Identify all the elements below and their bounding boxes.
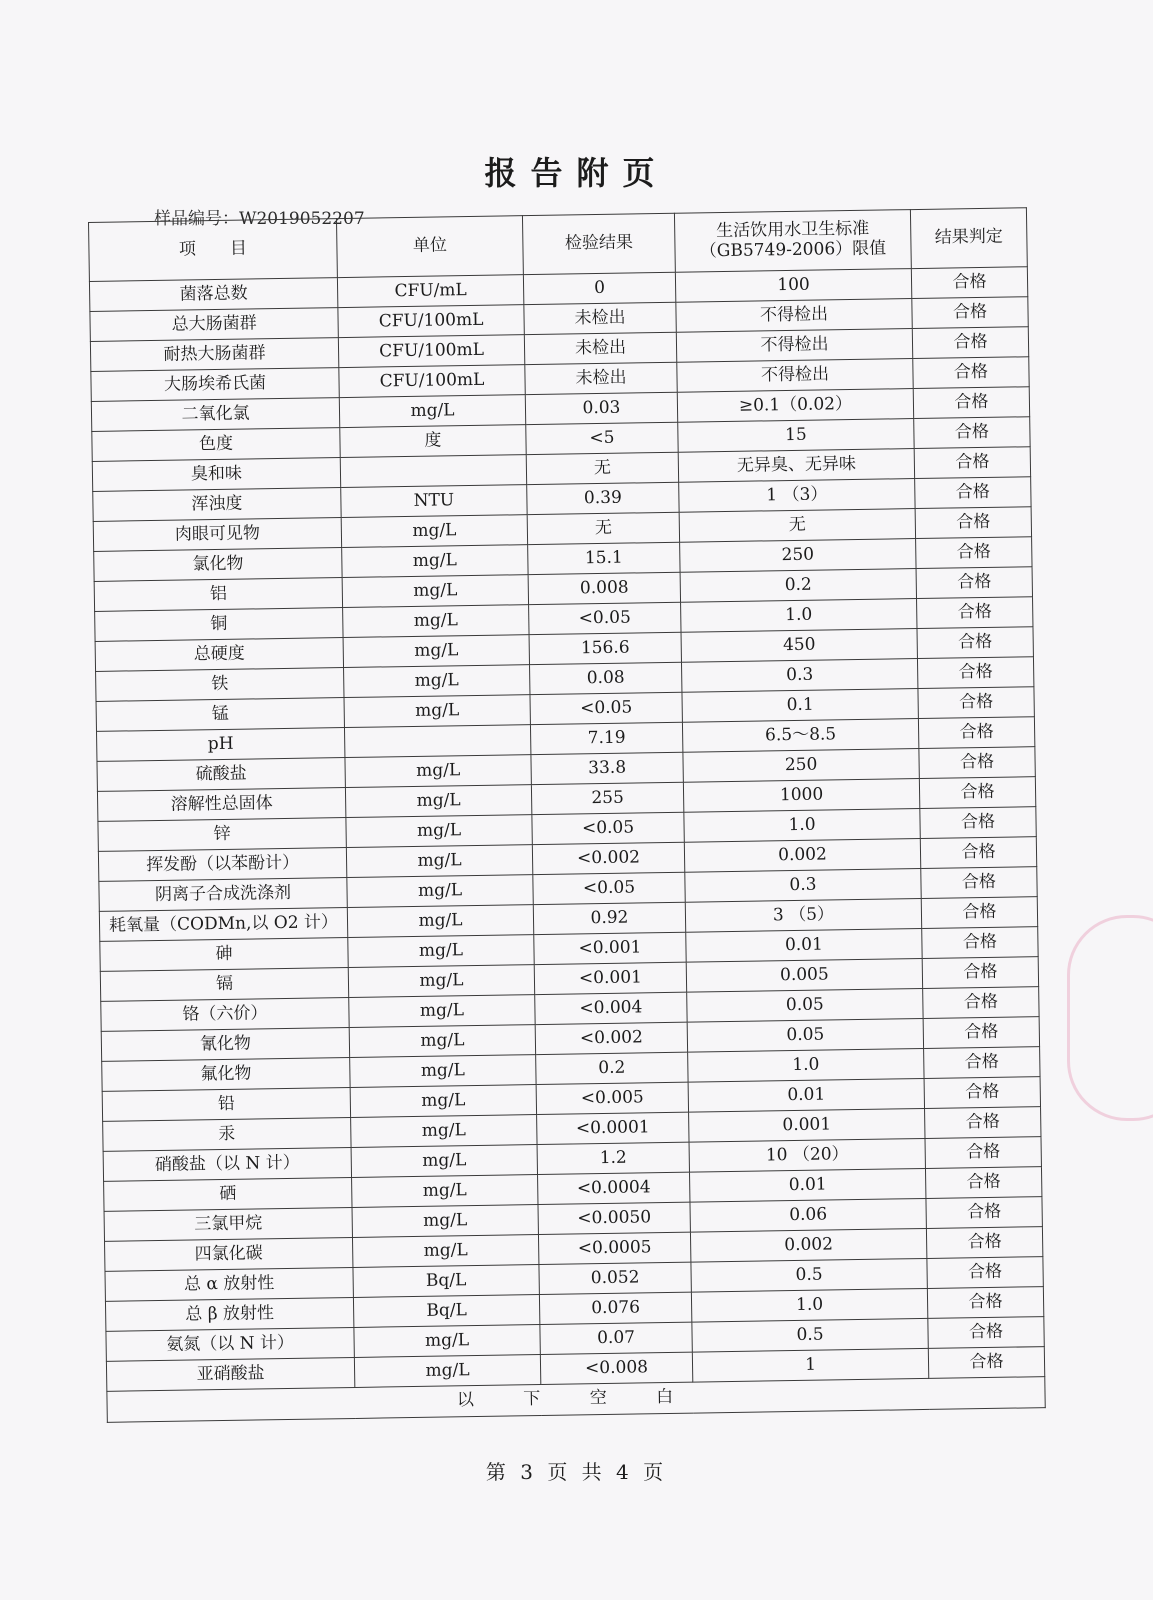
cell-unit: mg/L: [345, 755, 531, 788]
cell-judge: 合格: [914, 417, 1030, 449]
cell-judge: 合格: [911, 267, 1027, 299]
cell-judge: 合格: [921, 867, 1037, 899]
cell-unit: mg/L: [342, 575, 528, 608]
cell-result: 156.6: [529, 632, 681, 664]
cell-judge: 合格: [912, 327, 1028, 359]
cell-limit: 10 （20）: [689, 1138, 925, 1172]
cell-unit: mg/L: [354, 1325, 540, 1358]
cell-unit: mg/L: [339, 395, 525, 428]
cell-judge: 合格: [914, 447, 1030, 479]
cell-item: 耗氧量（CODMn,以 O2 计）: [99, 908, 347, 942]
cell-item: 色度: [92, 428, 340, 462]
cell-item: 铜: [95, 608, 343, 642]
cell-limit: 250: [683, 749, 919, 783]
blank-note: 以 下 空 白: [107, 1377, 1045, 1423]
cell-result: 0.008: [528, 572, 680, 604]
cell-result: 0: [523, 272, 675, 304]
cell-unit: mg/L: [344, 665, 530, 698]
cell-unit: mg/L: [352, 1235, 538, 1268]
cell-limit: 1 （3）: [679, 479, 915, 513]
cell-item: 铝: [94, 578, 342, 612]
cell-result: <0.05: [533, 872, 685, 904]
cell-judge: 合格: [920, 837, 1036, 869]
cell-limit: 6.5～8.5: [682, 719, 918, 753]
cell-limit: 250: [680, 539, 916, 573]
cell-judge: 合格: [917, 597, 1033, 629]
cell-item: 菌落总数: [89, 278, 337, 312]
cell-unit: mg/L: [349, 995, 535, 1028]
cell-unit: mg/L: [346, 815, 532, 848]
cell-result: 0.39: [527, 482, 679, 514]
cell-result: <0.002: [532, 842, 684, 874]
cell-unit: [344, 725, 530, 758]
cell-item: 臭和味: [92, 458, 340, 492]
cell-unit: mg/L: [344, 695, 530, 728]
header-judgement: 结果判定: [910, 208, 1027, 269]
cell-judge: 合格: [926, 1227, 1042, 1259]
cell-item: pH: [97, 728, 345, 762]
cell-judge: 合格: [922, 957, 1038, 989]
cell-unit: mg/L: [352, 1175, 538, 1208]
cell-result: <0.0005: [538, 1232, 690, 1264]
cell-unit: mg/L: [345, 785, 531, 818]
cell-item: 镉: [100, 968, 348, 1002]
cell-item: 挥发酚（以苯酚计）: [98, 848, 346, 882]
cell-result: <0.004: [535, 992, 687, 1024]
cell-item: 总 α 放射性: [105, 1267, 353, 1301]
cell-item: 锌: [98, 818, 346, 852]
cell-limit: 0.002: [684, 839, 920, 873]
cell-result: <0.008: [540, 1352, 692, 1384]
cell-limit: 100: [675, 269, 911, 303]
cell-unit: mg/L: [341, 515, 527, 548]
cell-result: <0.0001: [537, 1112, 689, 1144]
cell-item: 阴离子合成洗涤剂: [99, 878, 347, 912]
cell-result: 255: [531, 782, 683, 814]
header-result: 检验结果: [522, 213, 675, 274]
page-title: 报告附页: [484, 154, 669, 192]
cell-item: 总硬度: [95, 638, 343, 672]
cell-unit: mg/L: [352, 1205, 538, 1238]
cell-result: <0.0050: [538, 1202, 690, 1234]
header-unit: 单位: [336, 216, 523, 278]
cell-judge: 合格: [927, 1257, 1043, 1289]
cell-unit: mg/L: [350, 1085, 536, 1118]
cell-judge: 合格: [923, 987, 1039, 1019]
cell-judge: 合格: [922, 927, 1038, 959]
cell-result: <5: [526, 422, 678, 454]
header-standard: [674, 210, 911, 273]
cell-limit: 0.005: [686, 958, 922, 992]
cell-result: 未检出: [524, 302, 676, 334]
cell-judge: 合格: [925, 1137, 1041, 1169]
cell-limit: 1.0: [688, 1048, 924, 1082]
cell-limit: 0.01: [686, 928, 922, 962]
cell-unit: mg/L: [349, 1025, 535, 1058]
cell-limit: 不得检出: [676, 329, 912, 363]
cell-unit: mg/L: [347, 905, 533, 938]
cell-result: 1.2: [537, 1142, 689, 1174]
cell-unit: mg/L: [354, 1355, 540, 1388]
cell-item: 氟化物: [102, 1057, 350, 1091]
cell-judge: 合格: [912, 297, 1028, 329]
cell-limit: ≥0.1（0.02）: [677, 389, 913, 423]
cell-limit: 0.01: [688, 1078, 924, 1112]
cell-unit: mg/L: [350, 1055, 536, 1088]
results-table-wrapper: [88, 207, 1045, 1423]
cell-judge: 合格: [923, 1017, 1039, 1049]
cell-limit: 1: [692, 1348, 928, 1382]
cell-limit: 不得检出: [676, 299, 912, 333]
cell-item: 四氯化碳: [105, 1237, 353, 1271]
cell-unit: mg/L: [351, 1145, 537, 1178]
cell-item: 铬（六价）: [101, 998, 349, 1032]
cell-unit: CFU/100mL: [338, 335, 524, 368]
cell-limit: 0.5: [691, 1258, 927, 1292]
cell-unit: CFU/100mL: [338, 305, 524, 338]
header-standard-line2: （GB5749-2006）限值: [699, 238, 887, 262]
cell-unit: Bq/L: [353, 1265, 539, 1298]
cell-judge: 合格: [920, 807, 1036, 839]
cell-limit: 0.3: [685, 868, 921, 902]
cell-judge: 合格: [927, 1287, 1043, 1319]
cell-result: 0.2: [536, 1052, 688, 1084]
cell-judge: 合格: [913, 387, 1029, 419]
cell-limit: 1.0: [681, 599, 917, 633]
cell-unit: mg/L: [348, 965, 534, 998]
cell-judge: 合格: [925, 1167, 1041, 1199]
cell-judge: 合格: [915, 507, 1031, 539]
cell-item: 总 β 放射性: [105, 1297, 353, 1331]
cell-unit: mg/L: [342, 545, 528, 578]
seal-stamp: [1067, 915, 1153, 1121]
cell-unit: mg/L: [343, 605, 529, 638]
cell-limit: 0.01: [689, 1168, 925, 1202]
cell-result: 0.03: [525, 392, 677, 424]
cell-judge: 合格: [928, 1347, 1044, 1379]
cell-unit: [340, 455, 526, 488]
cell-item: 氨氮（以 N 计）: [106, 1327, 354, 1361]
cell-limit: 0.05: [687, 1018, 923, 1052]
cell-result: <0.05: [529, 602, 681, 634]
cell-item: 三氯甲烷: [104, 1207, 352, 1241]
cell-item: 氯化物: [94, 548, 342, 582]
page-number: 第 3 页 共 4 页: [485, 1460, 668, 1484]
cell-unit: mg/L: [343, 635, 529, 668]
cell-limit: 无异臭、无异味: [678, 449, 914, 483]
cell-result: 未检出: [524, 332, 676, 364]
cell-item: 硒: [104, 1177, 352, 1211]
cell-result: <0.001: [534, 932, 686, 964]
cell-limit: 无: [679, 509, 915, 543]
cell-result: 0.92: [533, 902, 685, 934]
cell-judge: 合格: [919, 747, 1035, 779]
cell-judge: 合格: [917, 627, 1033, 659]
cell-result: <0.005: [536, 1082, 688, 1114]
cell-judge: 合格: [924, 1077, 1040, 1109]
cell-item: 二氧化氯: [91, 398, 339, 432]
cell-limit: 1.0: [691, 1288, 927, 1322]
cell-limit: 0.06: [690, 1198, 926, 1232]
cell-item: 耐热大肠菌群: [90, 338, 338, 372]
cell-judge: 合格: [925, 1107, 1041, 1139]
cell-result: 33.8: [531, 752, 683, 784]
cell-result: <0.05: [532, 812, 684, 844]
cell-result: 无: [527, 512, 679, 544]
cell-result: 无: [526, 452, 678, 484]
cell-item: 硝酸盐（以 N 计）: [103, 1147, 351, 1181]
cell-unit: mg/L: [346, 845, 532, 878]
cell-result: <0.05: [530, 692, 682, 724]
cell-limit: 0.001: [689, 1108, 925, 1142]
cell-result: 0.07: [540, 1322, 692, 1354]
cell-item: 亚硝酸盐: [106, 1357, 354, 1391]
cell-item: 铁: [96, 668, 344, 702]
cell-limit: 15: [678, 419, 914, 453]
results-table: [88, 207, 1046, 1423]
cell-limit: 1.0: [684, 809, 920, 843]
cell-unit: mg/L: [351, 1115, 537, 1148]
cell-unit: 度: [340, 425, 526, 458]
cell-item: 汞: [103, 1117, 351, 1151]
cell-limit: 1000: [683, 779, 919, 813]
cell-result: 7.19: [530, 722, 682, 754]
cell-item: 氰化物: [101, 1027, 349, 1061]
cell-item: 大肠埃希氏菌: [91, 368, 339, 402]
cell-judge: 合格: [916, 567, 1032, 599]
cell-result: <0.001: [534, 962, 686, 994]
cell-judge: 合格: [915, 477, 1031, 509]
cell-item: 总大肠菌群: [90, 308, 338, 342]
cell-unit: mg/L: [348, 935, 534, 968]
cell-result: <0.0004: [538, 1172, 690, 1204]
cell-limit: 450: [681, 629, 917, 663]
cell-limit: 3 （5）: [685, 898, 921, 932]
cell-judge: 合格: [918, 687, 1034, 719]
cell-judge: 合格: [924, 1047, 1040, 1079]
header-standard-line1: 生活饮用水卫生标准: [716, 219, 870, 242]
cell-unit: NTU: [341, 485, 527, 518]
cell-limit: 0.5: [692, 1318, 928, 1352]
cell-unit: CFU/mL: [337, 275, 523, 308]
cell-limit: 0.05: [687, 988, 923, 1022]
cell-judge: 合格: [918, 717, 1034, 749]
cell-judge: 合格: [919, 777, 1035, 809]
cell-limit: 0.3: [681, 659, 917, 693]
cell-limit: 0.1: [682, 689, 918, 723]
header-item: 项 目: [89, 219, 338, 282]
sample-number: 样品编号：W2019052207: [154, 209, 365, 229]
cell-limit: 不得检出: [677, 359, 913, 393]
cell-result: 15.1: [528, 542, 680, 574]
cell-judge: 合格: [921, 897, 1037, 929]
cell-unit: CFU/100mL: [339, 365, 525, 398]
cell-judge: 合格: [926, 1197, 1042, 1229]
cell-judge: 合格: [917, 657, 1033, 689]
cell-result: 0.08: [530, 662, 682, 694]
cell-judge: 合格: [928, 1317, 1044, 1349]
cell-judge: 合格: [913, 357, 1029, 389]
cell-item: 锰: [96, 698, 344, 732]
cell-item: 砷: [100, 938, 348, 972]
cell-result: 0.076: [539, 1292, 691, 1324]
cell-item: 溶解性总固体: [97, 788, 345, 822]
cell-item: 肉眼可见物: [93, 518, 341, 552]
cell-result: 0.052: [539, 1262, 691, 1294]
cell-judge: 合格: [916, 537, 1032, 569]
cell-item: 铅: [102, 1087, 350, 1121]
cell-limit: 0.2: [680, 569, 916, 603]
cell-unit: Bq/L: [353, 1295, 539, 1328]
cell-unit: mg/L: [347, 875, 533, 908]
cell-result: <0.002: [535, 1022, 687, 1054]
cell-item: 浑浊度: [93, 488, 341, 522]
cell-result: 未检出: [525, 362, 677, 394]
cell-limit: 0.002: [690, 1228, 926, 1262]
cell-item: 硫酸盐: [97, 758, 345, 792]
